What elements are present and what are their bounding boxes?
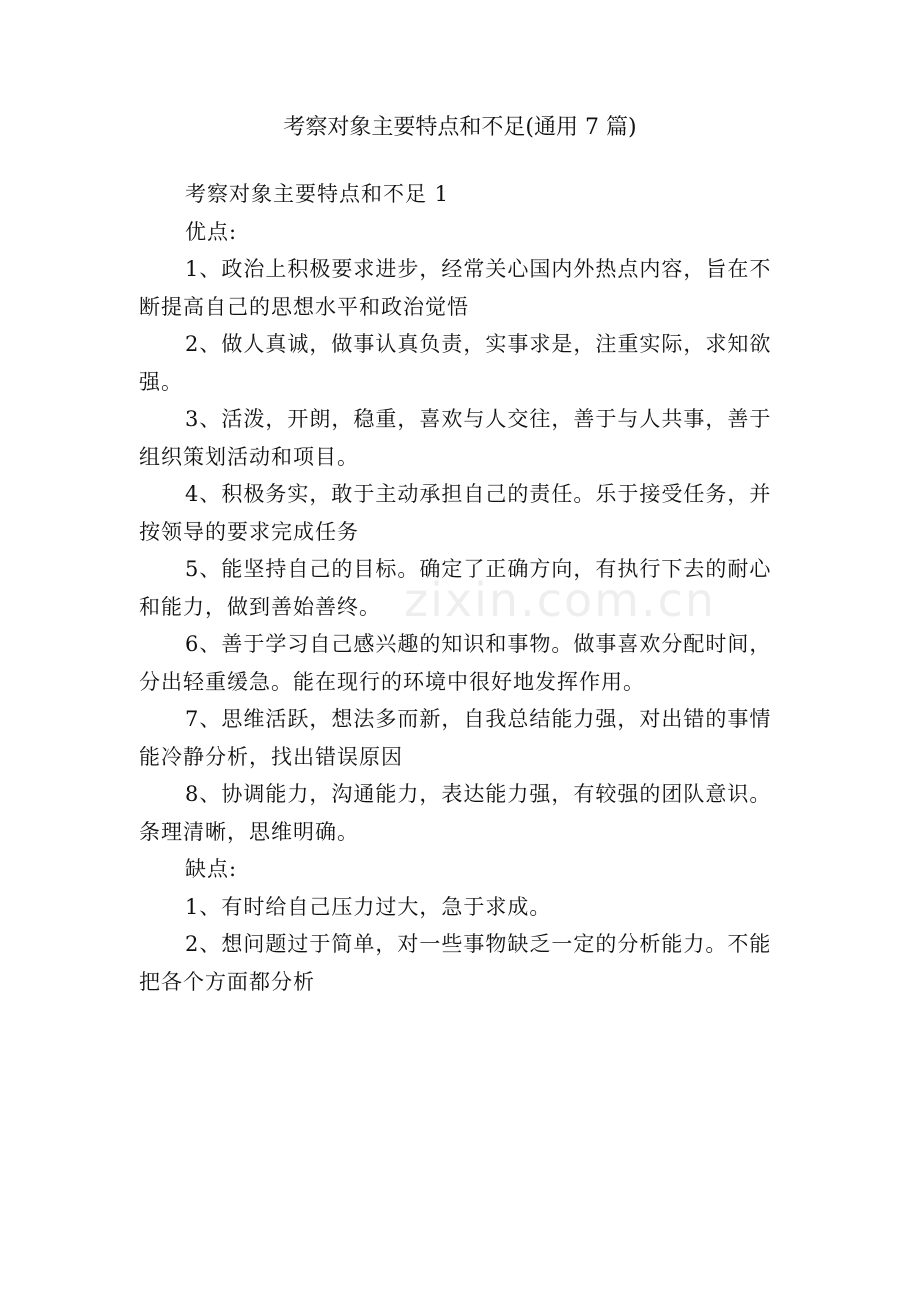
weakness-item-2: 2、想问题过于简单，对一些事物缺乏一定的分析能力。不能把各个方面都分析 (139, 932, 772, 994)
strengths-label: 优点: (185, 219, 238, 244)
strength-item-6: 6、善于学习自己感兴趣的知识和事物。做事喜欢分配时间，分出轻重缓急。能在现行的环境中很好地发挥作用。 (139, 632, 772, 694)
watermark: zixin.com.cn (404, 573, 717, 627)
strength-item-8: 8、协调能力，沟通能力，表达能力强，有较强的团队意识。条理清晰，思维明确。 (139, 782, 772, 844)
strength-item-1: 1、政治上积极要求进步，经常关心国内外热点内容，旨在不断提高自己的思想水平和政治觉悟 (139, 257, 772, 319)
strength-item-5: 5、能坚持自己的目标。确定了正确方向，有执行下去的耐心和能力，做到善始善终。 (139, 557, 772, 619)
strength-item-2: 2、做人真诚，做事认真负责，实事求是，注重实际，求知欲强。 (139, 332, 772, 394)
section-heading: 考察对象主要特点和不足 1 (185, 182, 450, 206)
weakness-item-1: 1、有时给自己压力过大，急于求成。 (185, 894, 552, 919)
strength-item-4: 4、积极务实，敢于主动承担自己的责任。乐于接受任务，并按领导的要求完成任务 (139, 482, 772, 544)
document-body (139, 176, 785, 1001)
strength-item-3: 3、活泼，开朗，稳重，喜欢与人交往，善于与人共事，善于组织策划活动和项目。 (139, 407, 772, 469)
weaknesses-label: 缺点: (185, 857, 238, 881)
document-title: 考察对象主要特点和不足(通用 7 篇) (283, 115, 637, 140)
strength-item-7: 7、思维活跃，想法多而新，自我总结能力强，对出错的事情能冷静分析，找出错误原因 (139, 707, 772, 769)
